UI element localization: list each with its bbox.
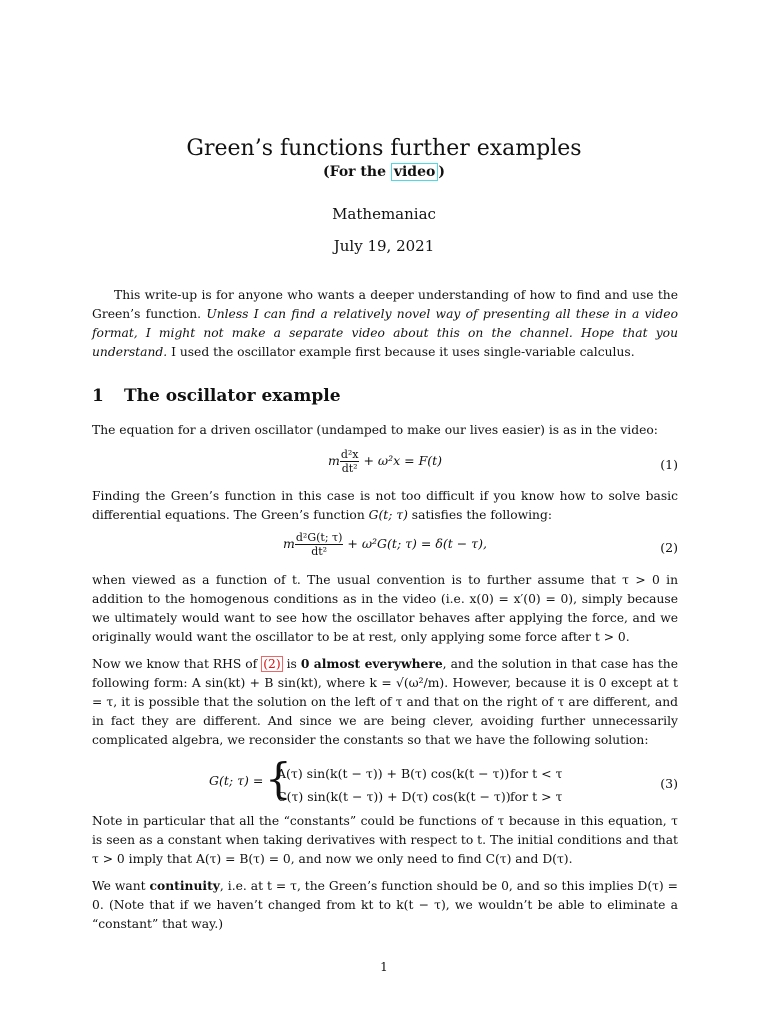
eq1-m: m [327,453,340,468]
intro-text-2: I used the oscillator example first because it uses single-variable calculus. [167,345,635,359]
document-subtitle [0,164,768,180]
eq1-frac-den: dt² [341,462,358,475]
section-number: 1 [92,386,104,406]
subtitle-prefix: (For the [323,164,391,180]
paragraph-5-text: Note in particular that all the “constants” could be functions of τ because in this equation, τ is seen as a constant when taking derivatives with respect to t. The initial conditions and that τ > 0 imply that A(τ) = B(τ) = 0, and now we only need to find C(τ) and D(τ). [92,814,678,866]
equation-2-reference-link[interactable]: (2) [263,657,281,671]
eq3-lhs-text: G(t; τ) = [209,773,264,788]
p2-math: G(t; τ) [368,508,408,522]
document-title: Green’s functions further examples [186,136,582,161]
p2-text-1: Finding the Green’s function in this case is not too difficult if you know how to solve basic differential equations. The Green’s function [92,489,678,522]
p4-text-1: Now we know that RHS of [92,657,262,671]
eq3-case-1: A(τ) sin(k(t − τ)) + B(τ) cos(k(t − τ)) [277,766,510,781]
section-heading [92,386,341,406]
document-author: Mathemaniac [332,205,436,223]
equation-1 [92,448,678,482]
equation-2 [92,531,678,565]
eq3-brace: { [265,754,292,803]
video-link[interactable]: video [391,163,439,181]
intro-text-1: This write-up is for anyone who wants a deeper understanding of how to find and use the Green’s function. [92,288,678,321]
equation-2-number: (2) [660,540,678,555]
equation-1-body [92,448,678,475]
paragraph-4 [92,654,678,750]
equation-3 [92,756,678,808]
paragraph-1-text: The equation for a driven oscillator (undamped to make our lives easier) is as in the video: [92,423,658,437]
eq1-frac-num: d²x [340,448,359,461]
p6-text-1: We want [92,879,150,893]
eq3-lhs [209,773,263,788]
paragraph-1 [92,421,678,440]
equation-1-number: (1) [660,457,678,472]
eq2-frac-den: dt² [311,545,328,558]
p4-text-2: is [282,657,301,671]
p2-text-2: satisfies the following: [407,508,552,522]
eq2-frac-num: d²G(t; τ) [295,531,343,544]
eq3-condition-1: for t < τ [510,766,563,781]
document-date: July 19, 2021 [333,237,435,255]
page-number: 1 [380,960,388,974]
eq3-condition-2: for t > τ [510,789,563,804]
p4-bold: 0 almost everywhere [300,656,443,671]
eq3-case-2: C(τ) sin(k(t − τ)) + D(τ) cos(k(t − τ)) [277,789,511,804]
paragraph-2 [92,487,678,525]
paragraph-3 [92,571,678,647]
equation-2-body [92,531,678,558]
paragraph-5 [92,812,678,869]
subtitle-suffix: ) [438,164,445,180]
p4-text-3: , and the solution in that case has the following form: A sin(kt) + B sin(kt), where k = √(ω²/m). However, because it is 0 except at t = τ, it is possible that the solution on the left of τ and that on the right of τ are different, and in fact they are different. And since we are being clever, avoiding further unnecessarily complicated algebra, we reconsider the constants so that we have the following solution: [92,657,678,747]
paragraph-6 [92,876,678,934]
intro-paragraph [92,286,678,362]
eq1-rest: + ω²x = F(t) [363,453,443,468]
eq1-fraction [340,448,360,475]
eq2-m: m [283,536,295,551]
equation-3-number: (3) [660,776,678,791]
p6-bold: continuity [149,878,220,893]
intro-italic: Unless I can find a relatively novel way of presenting all these in a video format, I might not make a separate video about this on the channel. Hope that you understand. [92,307,678,359]
paragraph-3-text: when viewed as a function of t. The usual convention is to further assume that τ > 0 in addition to the homogenous conditions as in the video (i.e. x(0) = x′(0) = 0), simply because we ultimately would want to see how the oscillator behaves after applying the force, and we originally would want the oscillator to be at rest, only applying some force after t > 0. [92,573,678,644]
eq2-rest: + ω²G(t; τ) = δ(t − τ), [347,536,487,551]
section-title: The oscillator example [124,386,341,406]
eq2-fraction [295,531,344,558]
p6-text-2: , i.e. at t = τ, the Green’s function should be 0, and so this implies D(τ) = 0. (Note that if we haven’t changed from kt to k(t − τ), we wouldn’t be able to eliminate a “constant” that way.) [92,879,678,931]
